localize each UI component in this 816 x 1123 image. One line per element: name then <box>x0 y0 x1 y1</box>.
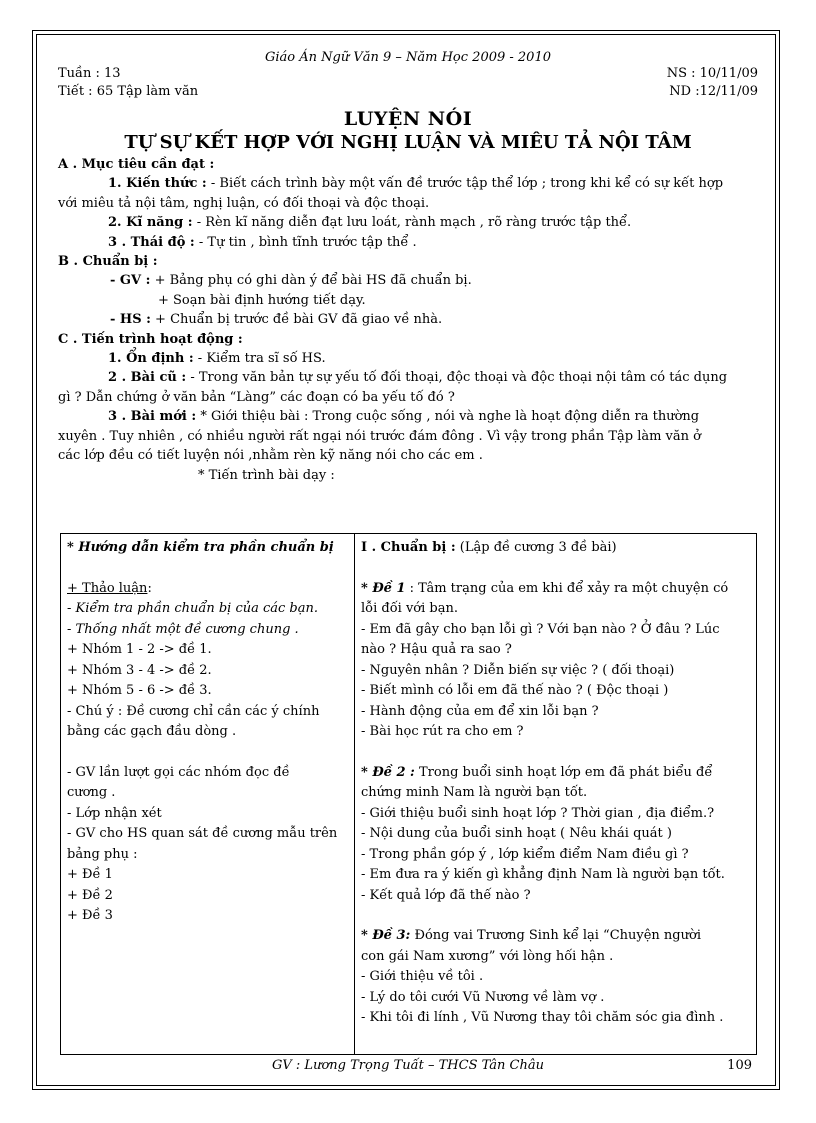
skill-line <box>58 213 758 233</box>
page-footer <box>60 1058 756 1073</box>
lesson-subtitle: TỰ SỰ KẾT HỢP VỚI NGHỊ LUẬN VÀ MIÊU TẢ NỘI TÂM <box>124 132 692 153</box>
document-body <box>58 46 758 485</box>
knowledge-line <box>58 174 758 194</box>
section-c-heading: C . Tiến trình hoạt động : <box>58 331 243 347</box>
footer-author: GV : Lương Trọng Tuất – THCS Tân Châu <box>272 1058 544 1073</box>
lesson-title: LUYỆN NÓI <box>343 108 473 130</box>
section-b-heading: B . Chuẩn bị : <box>58 254 158 269</box>
c1-line <box>58 349 758 369</box>
running-title: Giáo Án Ngữ Văn 9 – Năm Học 2009 - 2010 <box>264 50 551 65</box>
c1-label: 1. Ổn định : <box>108 350 194 366</box>
topic-3-text: Đóng vai Trương Sinh kể lại “Chuyện người <box>410 928 701 943</box>
gv-text: + Bảng phụ có ghi dàn ý để bài HS đã chuẩn bị. <box>150 273 472 288</box>
left-column-heading: * Hướng dẫn kiểm tra phần chuẩn bị <box>67 540 334 555</box>
topic-1-heading <box>361 579 750 600</box>
list-item: - Em đã gây cho bạn lỗi gì ? Với bạn nào ? Ở đâu ? Lúc <box>361 621 720 637</box>
nd-date: ND :12/11/09 <box>669 84 758 99</box>
topic-1-text: : Tâm trạng của em khi để xảy ra một chuyện có <box>405 580 729 596</box>
list-item: + Nhóm 5 - 6 -> đề 3. <box>67 683 212 698</box>
attitude-label: 3 . Thái độ : <box>108 234 195 250</box>
content-cell <box>355 534 757 1055</box>
lesson-table <box>60 533 757 1055</box>
c1-text: - Kiểm tra sĩ số HS. <box>193 350 326 366</box>
list-item: - Thống nhất một đề cương chung . <box>67 621 299 637</box>
topic-3-label: * Đề 3: <box>361 928 411 943</box>
list-item: - GV lần lượt gọi các nhóm đọc đề <box>67 764 290 780</box>
gv-line-2: + Soạn bài định hướng tiết dạy. <box>158 292 366 308</box>
gv-line <box>58 271 758 291</box>
list-item: + Đề 1 <box>67 867 113 882</box>
hs-text: + Chuẩn bị trước đề bài GV đã giao về nhà. <box>150 312 443 327</box>
attitude-line <box>58 233 758 253</box>
process-label: * Tiến trình bài dạy : <box>198 467 335 483</box>
list-item: + Đề 2 <box>67 887 113 903</box>
knowledge-line-2: với miêu tả nội tâm, nghị luận, có đối thoại và độc thoại. <box>58 195 430 211</box>
section-a-heading: A . Mục tiêu cần đạt : <box>58 157 215 172</box>
topic-1-label: * Đề 1 <box>361 580 406 596</box>
list-item: - Trong phần góp ý , lớp kiểm điểm Nam điều gì ? <box>361 846 689 862</box>
gv-label: - GV : <box>110 273 151 288</box>
list-item: - Khi tôi đi lính , Vũ Nương thay tôi chăm sóc gia đình . <box>361 1010 724 1025</box>
header-row-2 <box>58 83 758 101</box>
topic-3-heading <box>361 926 750 947</box>
topic-2-heading <box>361 763 750 784</box>
list-item: - Giới thiệu về tôi . <box>361 969 484 984</box>
c2-text: - Trong văn bản tự sự yếu tố đối thoại, độc thoại và độc thoại nội tâm có tác dụng <box>186 370 728 385</box>
list-item: - Lớp nhận xét <box>67 805 162 821</box>
knowledge-label: 1. Kiến thức : <box>108 176 207 191</box>
list-item: - Giới thiệu buổi sinh hoạt lớp ? Thời gian , địa điểm.? <box>361 805 715 821</box>
hs-line <box>58 310 758 330</box>
c2-line <box>58 368 758 388</box>
c3-label: 3 . Bài mới : <box>108 409 197 424</box>
list-item: - Chú ý : Đề cương chỉ cần các ý chính <box>67 703 320 719</box>
topic-2-text: Trong buổi sinh hoạt lớp em đã phát biểu để <box>414 764 713 780</box>
list-item: - Kiểm tra phần chuẩn bị của các bạn. <box>67 601 319 616</box>
list-item: - Em đưa ra ý kiến gì khẳng định Nam là người bạn tốt. <box>361 867 725 882</box>
prep-label: I . Chuẩn bị : <box>361 540 456 555</box>
discuss-colon: : <box>147 580 152 596</box>
page-number: 109 <box>727 1058 752 1073</box>
c2-line-2: gì ? Dẫn chứng ở văn bản “Làng” các đoạn có ba yếu tố đó ? <box>58 389 455 405</box>
list-item: nào ? Hậu quả ra sao ? <box>361 642 512 657</box>
list-item: chứng minh Nam là người bạn tốt. <box>361 785 588 800</box>
list-item: - GV cho HS quan sát đề cương mẫu trên <box>67 826 338 841</box>
c3-line-2: xuyên . Tuy nhiên , có nhiều người rất ngại nói trước đám đông . Vì vậy trong phần Tập làm văn ở <box>58 428 701 444</box>
c3-line-3: các lớp đều có tiết luyện nói ,nhằm rèn kỹ năng nói cho các em . <box>58 448 483 463</box>
skill-text: - Rèn kĩ năng diễn đạt lưu loát, rành mạch , rõ ràng trước tập thể. <box>192 215 632 230</box>
ns-date: NS : 10/11/09 <box>666 66 758 81</box>
topic-2-label: * Đề 2 : <box>361 764 415 780</box>
discuss-line <box>67 579 348 600</box>
list-item: + Nhóm 3 - 4 -> đề 2. <box>67 662 212 678</box>
week-label: Tuần : 13 <box>58 66 121 81</box>
list-item: con gái Nam xương” với lòng hối hận . <box>361 948 614 964</box>
list-item: - Hành động của em để xin lỗi bạn ? <box>361 703 599 719</box>
list-item: bằng các gạch đầu dòng . <box>67 724 237 739</box>
list-item: - Nội dung của buổi sinh hoạt ( Nêu khái quát ) <box>361 826 672 841</box>
list-item: - Biết mình có lỗi em đã thế nào ? ( Độc thoại ) <box>361 683 669 698</box>
right-column-heading <box>361 538 750 559</box>
teacher-activity-cell <box>61 534 355 1055</box>
list-item: + Nhóm 1 - 2 -> đề 1. <box>67 642 212 657</box>
c2-label: 2 . Bài cũ : <box>108 370 187 385</box>
attitude-text: - Tự tin , bình tĩnh trước tập thể . <box>194 234 417 250</box>
list-item: - Kết quả lớp đã thế nào ? <box>361 887 531 903</box>
header-row-1 <box>58 65 758 83</box>
list-item: bảng phụ : <box>67 846 138 862</box>
c3-line <box>58 407 758 427</box>
list-item: - Bài học rút ra cho em ? <box>361 724 524 739</box>
skill-label: 2. Kĩ năng : <box>108 215 193 230</box>
knowledge-text: - Biết cách trình bày một vấn đề trước tập thể lớp ; trong khi kể có sự kết hợp <box>206 176 724 191</box>
list-item: lỗi đối với bạn. <box>361 601 459 616</box>
list-item: cương . <box>67 785 116 800</box>
prep-text: (Lập đề cương 3 đề bài) <box>455 540 617 555</box>
period-label: Tiết : 65 Tập làm văn <box>58 84 199 99</box>
list-item: - Lý do tôi cưới Vũ Nương về làm vợ . <box>361 989 605 1005</box>
c3-text: * Giới thiệu bài : Trong cuộc sống , nói và nghe là hoạt động diễn ra thường <box>196 409 700 424</box>
list-item: - Nguyên nhân ? Diễn biến sự việc ? ( đối thoại) <box>361 662 675 678</box>
list-item: + Đề 3 <box>67 908 113 923</box>
hs-label: - HS : <box>110 312 151 327</box>
discuss-label: + Thảo luận <box>67 580 148 596</box>
